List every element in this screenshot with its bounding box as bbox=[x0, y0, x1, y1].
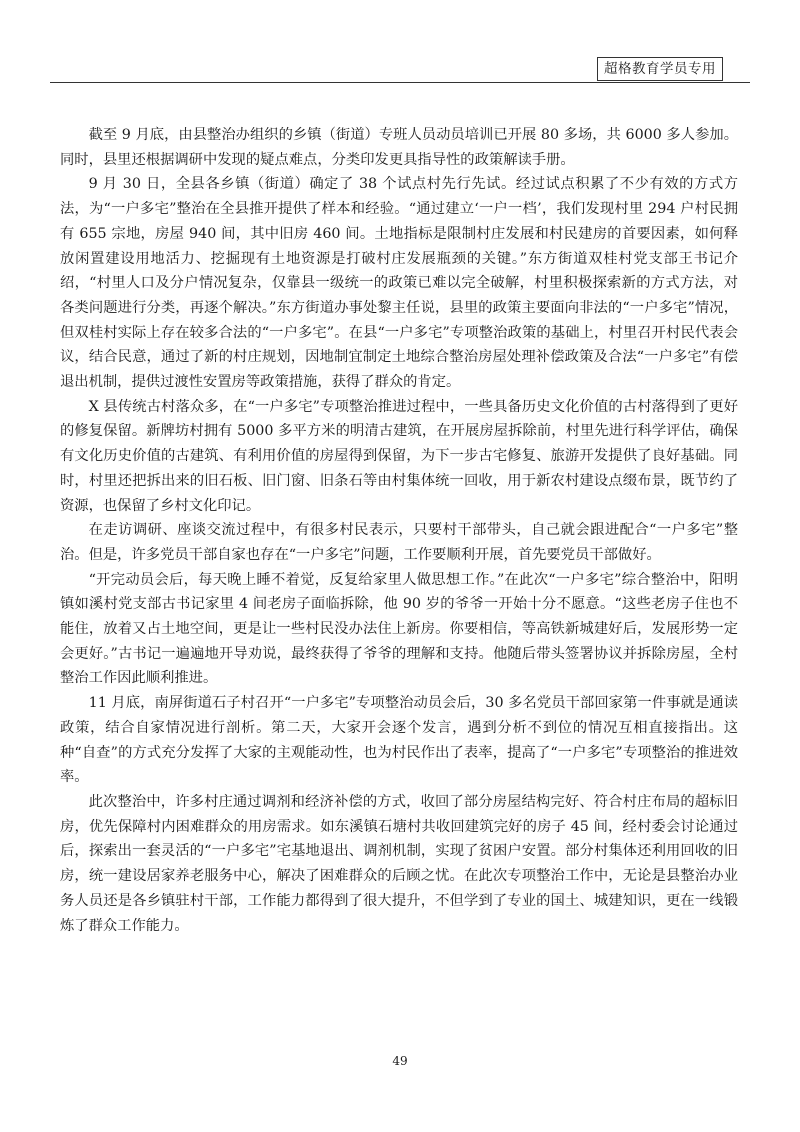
paragraph: 此次整治中，许多村庄通过调剂和经济补偿的方式，收回了部分房屋结构完好、符合村庄布局的超标旧房，优先保障村内困难群众的用房需求。如东溪镇石塘村共收回建筑完好的房子 45 间，经村委会讨论通过后，探索出一套灵活的“一户多宅”宅基地退出、调剂机制，实现了贫困户安置。部分村集体还利用回收的旧房，统一建设居家养老服务中心，解决了困难群众的后顾之忧。在此次专项整治工作中，无论是县整治办业务人员还是各乡镇驻村干部，工作能力都得到了很大提升，不但学到了专业的国土、城建知识，更在一线锻炼了群众工作能力。 bbox=[60, 793, 738, 934]
header-divider bbox=[50, 82, 750, 83]
paragraph: 11 月底，南屏街道石子村召开“一户多宅”专项整治动员会后，30 多名党员干部回家第一件事就是通读政策，结合自家情况进行剖析。第二天，大家开会逐个发言，遇到分析不到位的情况互相直接指出。这种“自查”的方式充分发挥了大家的主观能动性，也为村民作出了表率，提高了“一户多宅”专项整治的推进效率。 bbox=[60, 695, 738, 786]
header-label: 超格教育学员专用 bbox=[597, 57, 723, 81]
article-body bbox=[60, 123, 738, 938]
paragraph: 9 月 30 日，全县各乡镇（街道）确定了 38 个试点村先行先试。经过试点积累了不少有效的方式方法，为“一户多宅”整治在全县推开提供了样本和经验。“通过建立‘一户一档’，我们发现村里 294 户村民拥有 655 宗地，房屋 940 间，其中旧房 460 间。土地指标是限制村庄发展和村民建房的首要因素，如何释放闲置建设用地活力、挖掘现有土地资源是打破村庄发展瓶颈的关键。”东方街道双桂村党支部王书记介绍，“村里人口及分户情况复杂，仅靠县一级统一的政策已难以完全破解，村里积极探索新的方式方法，对各类问题进行分类，再逐个解决。”东方街道办事处黎主任说，县里的政策主要面向非法的“一户多宅”情况，但双桂村实际上存在较多合法的“一户多宅”。在县“一户多宅”专项整治政策的基础上，村里召开村民代表会议，结合民意，通过了新的村庄规划，因地制宜制定土地综合整治房屋处理补偿政策及合法“一户多宅”有偿退出机制，提供过渡性安置房等政策措施，获得了群众的肯定。 bbox=[60, 176, 738, 391]
paragraph: 截至 9 月底，由县整治办组织的乡镇（街道）专班人员动员培训已开展 80 多场，共 6000 多人参加。同时，县里还根据调研中发现的疑点难点，分类印发更具指导性的政策解读手册。 bbox=[60, 127, 738, 168]
paragraph: X 县传统古村落众多，在“一户多宅”专项整治推进过程中，一些具备历史文化价值的古村落得到了更好的修复保留。新牌坊村拥有 5000 多平方米的明清古建筑，在开展房屋拆除前，村里先进行科学评估，确保有文化历史价值的古建筑、有利用价值的房屋得到保留，为下一步古宅修复、旅游开发提供了良好基础。同时，村里还把拆出来的旧石板、旧门窗、旧条石等由村集体统一回收，用于新农村建设点缀布景，既节约了资源，也保留了乡村文化印记。 bbox=[60, 398, 738, 514]
page-number: 49 bbox=[392, 1054, 408, 1068]
paragraph: “开完动员会后，每天晚上睡不着觉，反复给家里人做思想工作。”在此次“一户多宅”综合整治中，阳明镇如溪村党支部古书记家里 4 间老房子面临拆除，他 90 岁的爷爷一开始十分不愿意。“这些老房子住也不能住，放着又占土地空间，更是让一些村民没办法住上新房。你要相信，等高铁新城建好后，发展形势一定会更好。”古书记一遍遍地开导劝说，最终获得了爷爷的理解和支持。他随后带头签署协议并拆除房屋，全村整治工作因此顺利推进。 bbox=[60, 571, 738, 687]
paragraph: 在走访调研、座谈交流过程中，有很多村民表示，只要村干部带头，自己就会跟进配合“一户多宅”整治。但是，许多党员干部自家也存在“一户多宅”问题，工作要顺利开展，首先要党员干部做好。 bbox=[60, 522, 738, 563]
